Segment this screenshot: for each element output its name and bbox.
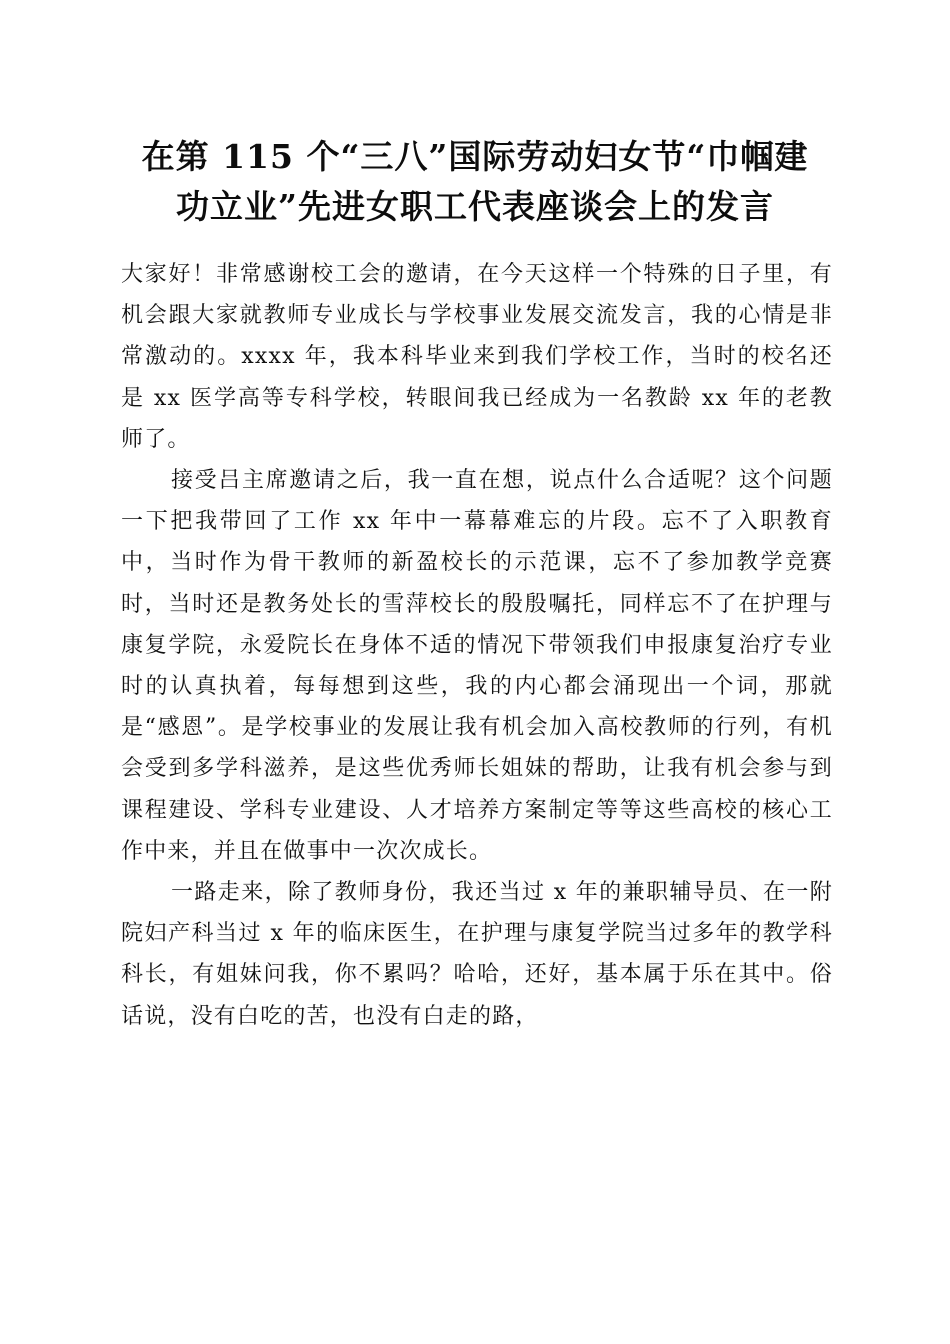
- paragraph-1: 大家好！非常感谢校工会的邀请，在今天这样一个特殊的日子里，有机会跟大家就教师专业成长与学校事业发展交流发言，我的心情是非常激动的。xxxx 年，我本科毕业来到我们学校工作，当时的校名还是 xx 医学高等专科学校，转眼间我已经成为一名教龄 xx 年的老教师了。: [121, 262, 833, 452]
- title-line-2: 功立业”先进女职工代表座谈会上的发言: [176, 187, 774, 226]
- document-body: [121, 254, 833, 1037]
- paragraph-2: 接受吕主席邀请之后，我一直在想，说点什么合适呢？这个问题一下把我带回了工作 xx 年中一幕幕难忘的片段。忘不了入职教育中，当时作为骨干教师的新盈校长的示范课，忘不了参加教学竞赛时，当时还是教务处长的雪萍校长的殷殷嘱托，同样忘不了在护理与康复学院，永爱院长在身体不适的情况下带领我们申报康复治疗专业时的认真执着，每每想到这些，我的内心都会涌现出一个词，那就是“感恩”。是学校事业的发展让我有机会加入高校教师的行列，有机会受到多学科滋养，是这些优秀师长姐妹的帮助，让我有机会参与到课程建设、学科专业建设、人才培养方案制定等等这些高校的核心工作中来，并且在做事中一次次成长。: [121, 468, 833, 864]
- paragraph-3: 一路走来，除了教师身份，我还当过 x 年的兼职辅导员、在一附院妇产科当过 x 年的临床医生，在护理与康复学院当过多年的教学科科长，有姐妹问我，你不累吗？哈哈，还好，基本属于乐在其中。俗话说，没有白吃的苦，也没有白走的路，: [121, 880, 833, 1029]
- document-title: [100, 132, 850, 232]
- title-line-1: 在第 115 个“三八”国际劳动妇女节“巾帼建: [141, 137, 809, 176]
